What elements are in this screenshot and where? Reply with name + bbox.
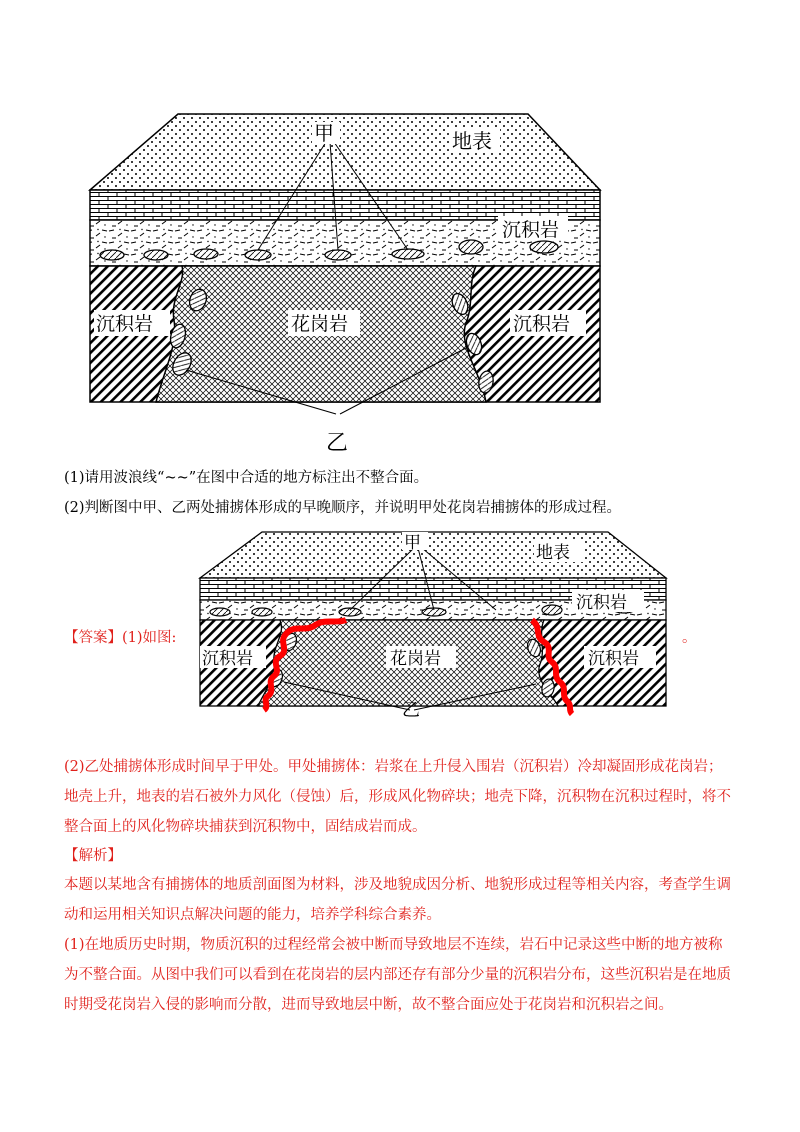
label-sed-right: 沉积岩: [513, 313, 571, 335]
answer-label-sed-right: 沉积岩: [588, 649, 639, 669]
geologic-cross-section-figure: [86, 108, 608, 460]
answer-label-granite: 花岗岩: [390, 649, 441, 669]
surface-dotted-layer: [90, 114, 600, 190]
answer-prefix: (1)如图:: [122, 630, 177, 646]
answer-cross-section-figure: [196, 528, 672, 718]
answer-label-surface: 地表: [536, 543, 570, 563]
label-jia: 甲: [314, 121, 334, 145]
answer-heading: [64, 628, 176, 648]
question-1: (1)请用波浪线“~~”在图中合适的地方标注出不整合面。: [64, 470, 429, 486]
analysis-part1: (1)在地质历史时期，物质沉积的过程经常会被中断而导致地层不连续，岩石中记录这些中断的地方被称为不整合面。从图中我们可以看到在花岗岩的层内部还存有部分少量的沉积岩分布，这些沉积岩是在地质时期受花岗岩入侵的影响而分散，进而导致地层中断，故不整合面应处于花岗岩和沉积岩之间。: [64, 937, 731, 1013]
question-2: (2)判断图中甲、乙两处捕掳体形成的早晚顺序，并说明甲处花岗岩捕掳体的形成过程。: [64, 500, 622, 516]
label-yi: 乙: [326, 431, 349, 456]
answer-label-sed-top: 沉积岩: [576, 593, 627, 613]
answer-label-sed-left: 沉积岩: [202, 649, 253, 669]
answer-suffix: 。: [682, 630, 697, 646]
label-granite: 花岗岩: [291, 313, 349, 335]
label-surface: 地表: [452, 129, 492, 153]
answer-label-jia: 甲: [404, 533, 421, 553]
answer-tag: 【答案】: [64, 630, 122, 646]
analysis-intro: 本题以某地含有捕掳体的地质剖面图为材料，涉及地貌成因分析、地貌形成过程等相关内容，考查学生调动和运用相关知识点解决问题的能力，培养学科综合素养。: [64, 877, 731, 923]
label-sed-left: 沉积岩: [96, 313, 154, 335]
brick-layer: [90, 190, 600, 220]
label-sed-top: 沉积岩: [502, 219, 560, 241]
answer-label-yi: 乙: [402, 700, 420, 718]
answer-part2: (2)乙处捕掳体形成时间早于甲处。甲处捕掳体：岩浆在上升侵入围岩（沉积岩）冷却凝固形成花岗岩；地壳上升，地表的岩石被外力风化（侵蚀）后，形成风化物碎块；地壳下降，沉积物在沉积过程时，将不整合面上的风化物碎块捕获到沉积物中，固结成岩而成。: [64, 759, 731, 835]
analysis-tag: 【解析】: [64, 848, 122, 864]
